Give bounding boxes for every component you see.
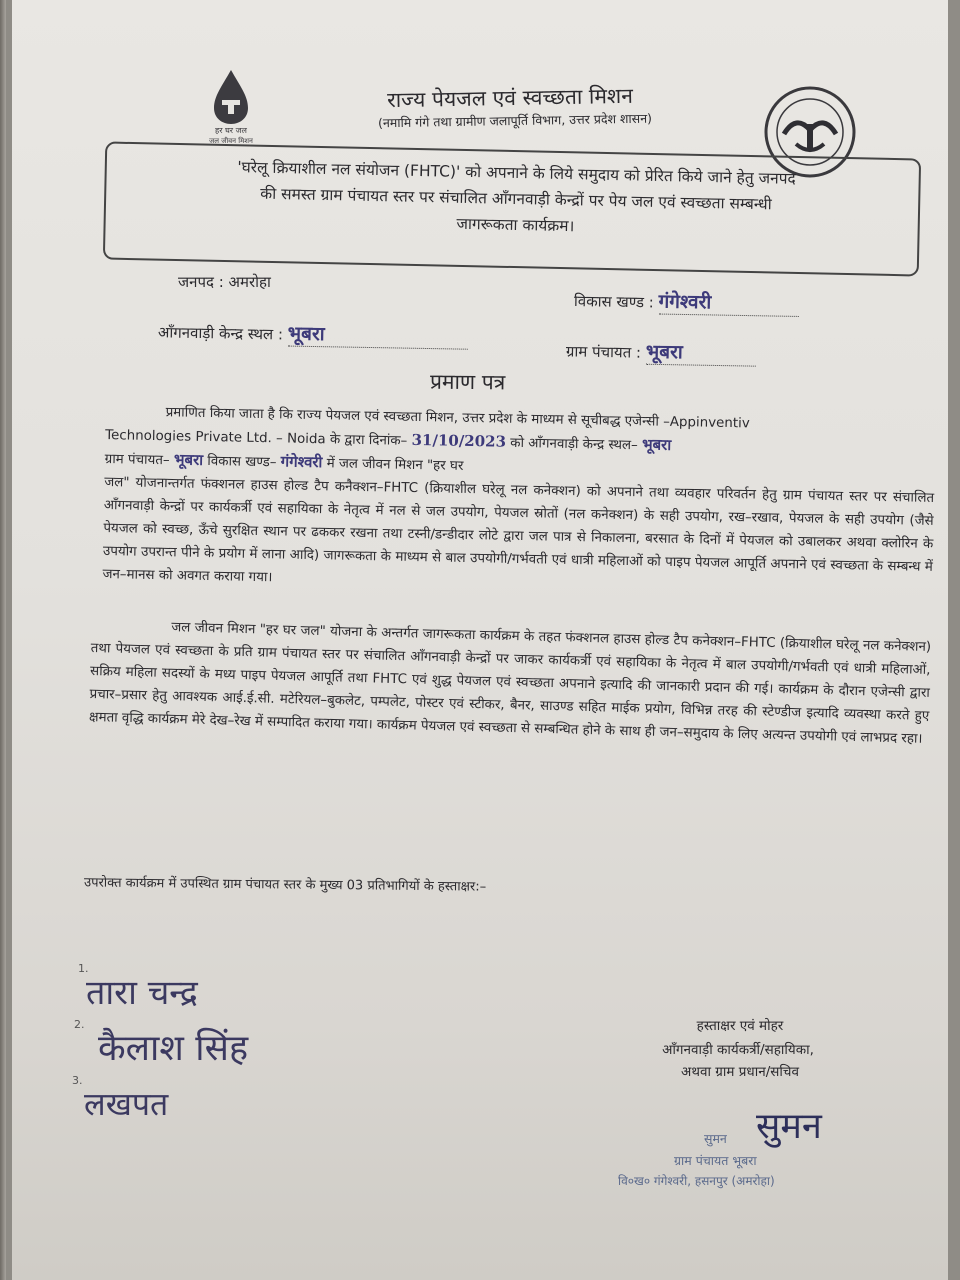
para1-line-2b: को आँगनवाड़ी केन्द्र स्थल– [510,435,638,454]
participant-3-number: 3. [72,1074,83,1087]
page-shadow-edge [0,0,6,1280]
mission-title: राज्य पेयजल एवं स्वच्छता मिशन [386,83,634,113]
para1-line-3c: में जल जीवन मिशन "हर घर [326,456,464,474]
anganwadi-field [158,317,468,349]
subject-line-3: जागरूकता कार्यक्रम। [456,214,575,236]
para1-line-3a: ग्राम पंचायत– [104,452,170,469]
participant-3-signature: लखपत [84,1085,169,1123]
logo-caption-2: जल जीवन मिशन [209,137,253,145]
stamp-name: सुमन [704,1131,727,1146]
signatory-signature: सुमन [756,1106,822,1147]
signatory-line-2: आँगनवाड़ी कार्यकर्त्री/सहायिका, [662,1042,814,1058]
jal-jeevan-mission-logo [192,66,270,146]
anganwadi-value: भूबरा [288,320,468,350]
participant-1-signature: तारा चन्द्र [86,973,198,1013]
gram-panchayat-value: भूबरा [646,338,756,367]
subject-line-1: 'घरेलू क्रियाशील नल संयोजन (FHTC)' को अपनाने के लिये समुदाय को प्रेरित किये जाने हेतु जनपद [237,158,796,188]
stamp-line-2: ग्राम पंचायत भूबरा [674,1153,757,1168]
para1-site: भूबरा [641,435,672,454]
para1-date: 31/10/2023 [411,430,507,451]
paragraph-2: जल जीवन मिशन "हर घर जल" योजना के अन्तर्गत जागरूकता कार्यक्रम के तहत फंक्शनल हाउस होल्ड टैप कनेक्शन–FHTC (क्रियाशील घरेलू नल कनेक्शन) तथा पेयजल एवं स्वच्छता के प्रति ग्राम पंचायत स्तर पर संचालित आँगनवाड़ी केन्द्रों पर जाकर कार्यकर्त्री एवं सहायिका के नेतृत्व में बाल उपयोगी/गर्भवती एवं धात्री महिलाओं, सक्रिय महिला सदस्यों के मध्य पाइप पेयजल आपूर्ति तथा FHTC एवं शुद्ध पेयजल एवं स्वच्छता अपनाने इत्यादि की जानकारी प्रदान की गई। कार्यक्रम के दौरान एजेन्सी द्वारा प्रचार–प्रसार हेतु आवश्यक आई.ई.सी. मटेरियल–बुकलेट, पम्पलेट, पोस्टर एवं स्टीकर, बैनर, साउण्ड सहित माईक प्रयोग, विभिन्न तरह की स्टेण्डीज इत्यादि व्यवस्था करते हुए क्षमता वृद्धि कार्यक्रम मेरे देख–रेख में सम्पादित कराया गया। कार्यक्रम पेयजल एवं स्वच्छता से सम्बन्धित होने के साथ ही जन–समुदाय के लिए अत्यन्त उपयोगी एवं लाभप्रद रहा। [88,620,932,747]
para1-rest: जल" योजनान्तर्गत फंक्शनल हाउस होल्ड टैप कनैक्शन–FHTC (क्रियाशील घरेलू नल कनेक्शन) को अपनाने तथा व्यवहार परिवर्तन हेतु ग्राम पंचायत स्तर पर संचालित आँगनवाड़ी केन्द्रों पर कार्यकर्त्री एवं सहायिका के नेतृत्व में नल से जल उपयोग, पेयजल स्रोतों (नल कनेक्शन) के सही उपयोग, रख–रखाव, पेयजल के सही उपयोग (जैसे पेयजल को स्वच्छ, ऊँचे सुरक्षित स्थान पर ढककर रखना तथा टस्नी/डन्डीदार लोटे द्वारा जल पात्र से निकालना, बरसात के दिनों में पेयजल को उबालकर अथवा क्लोरिन के उपयोग उपरान्त पीने के प्रयोग में लाना आदि) जागरूकता के माध्यम से बाल उपयोगी/गर्भवती एवं धात्री महिलाओं को पाइप पेयजल आपूर्ति अपनाने एवं स्वच्छता के सम्बन्ध में जन–मानस को अवगत कराया गया। [102,475,935,586]
subject-line-2: की समस्त ग्राम पंचायत स्तर पर संचालित आँगनवाड़ी केन्द्रों पर पेय जल एवं स्वच्छता सम्बन्धी [260,184,772,214]
paragraph-3: उपरोक्त कार्यक्रम में उपस्थित ग्राम पंचायत स्तर के मुख्य 03 प्रतिभागियों के हस्ताक्षर:– [83,875,487,895]
mission-subtitle: (नमामि गंगे तथा ग्रामीण जलापूर्ति विभाग, उत्तर प्रदेश शासन) [377,110,653,131]
subject-text [125,152,906,246]
para1-line-3b: विकास खण्ड– [207,454,277,471]
vikas-khand-field [574,286,799,317]
para1-block: गंगेश्वरी [280,452,323,472]
participant-1-number: 1. [78,962,89,975]
paragraph-1 [102,400,935,602]
participant-2-signature: कैलाश सिंह [98,1028,249,1069]
signatory-line-1: हस्ताक्षर एवं मोहर [696,1018,784,1034]
participant-2-number: 2. [74,1018,85,1031]
logo-caption-1: हर घर जल [215,126,247,135]
certificate-title: प्रमाण पत्र [429,369,506,395]
para1-line-2a: Technologies Private Ltd. – Noida के द्वारा दिनांक– [105,428,408,449]
janpad-label: जनपद : [178,273,224,291]
signatory-line-3: अथवा ग्राम प्रधान/सचिव [681,1064,799,1080]
para1-gp: भूबरा [173,450,204,469]
vikas-khand-value: गंगेश्वरी [658,288,798,317]
para1-line-1: प्रमाणित किया जाता है कि राज्य पेयजल एवं स्वच्छता मिशन, उत्तर प्रदेश के माध्यम से सूचीबद्ध एजेन्सी –Appinventiv [165,405,750,432]
gram-panchayat-field [566,336,756,366]
janpad-value: अमरोहा [228,273,271,291]
stamp-line-3: वि०ख० गंगेश्वरी, हसनपुर (अमरोहा) [618,1174,775,1188]
janpad-field [178,272,271,292]
vikas-khand-label: विकास खण्ड : [573,292,654,312]
anganwadi-label: आँगनवाड़ी केन्द्र स्थल : [157,323,284,344]
gram-panchayat-label: ग्राम पंचायत : [565,342,642,362]
